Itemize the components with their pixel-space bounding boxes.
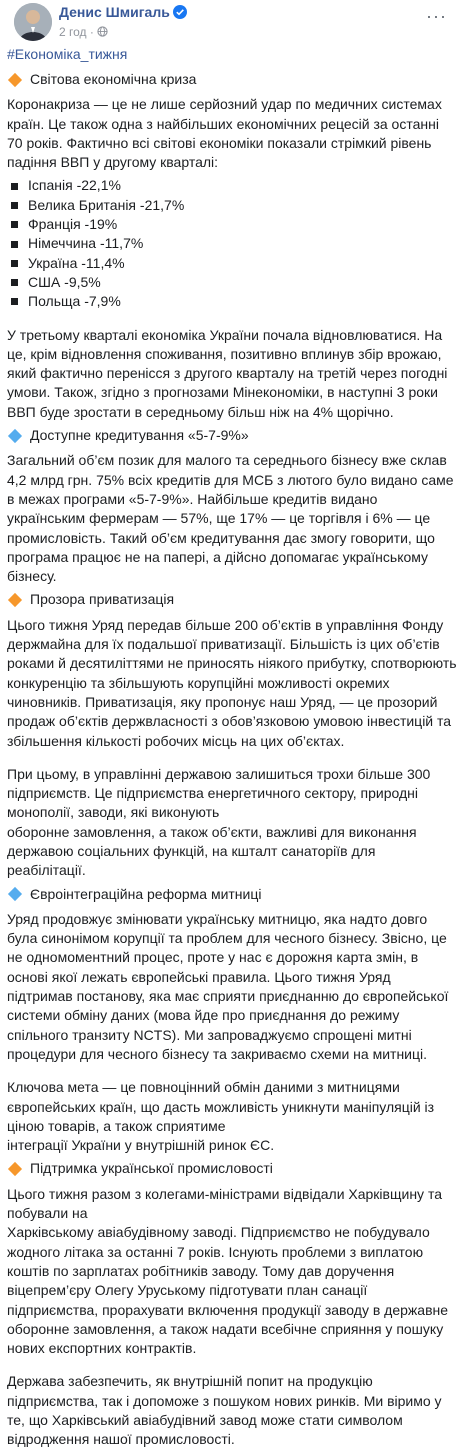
spacer	[7, 1362, 457, 1372]
paragraph: Держава забезпечить, як внутрішній попит на продукцію підприємства, так і допоможе з пошуком нових ринків. Ми віримо у те, що Харківський авіабудівний завод може стати символом відродження нашої промисловості.	[7, 1373, 442, 1448]
list-item	[7, 234, 457, 253]
paragraph: Цього тижня разом з колегами-міністрами відвідали Харківщину та побували на	[7, 1185, 442, 1222]
black-square-bullet-icon	[11, 279, 18, 286]
verified-badge-icon	[173, 5, 187, 19]
section-title-text: Підтримка української промисловості	[30, 1160, 273, 1177]
list-item	[7, 176, 457, 195]
section-title-industry	[7, 1159, 457, 1178]
section-title-privatization	[7, 590, 457, 609]
black-square-bullet-icon	[11, 298, 18, 305]
post-body	[7, 70, 457, 1450]
paragraph: Харківському авіабудівному заводі. Підприємство не побудувало жодного літака за останні 7 років. Існують проблеми з виплатою коштів по зарплатах робітників заводу. Тому дав доручення віцепрем’єру Олегу Уруському підготувати план санації підприємства, прорахувати включення продукції заводу в державне оборонне замовлення, а також надати всебічне сприяння у пошуку нових експортних контрактів.	[7, 1224, 449, 1357]
post-meta: 2 год ·	[59, 25, 108, 39]
list-item	[7, 196, 457, 215]
avatar-portrait-icon	[14, 3, 52, 41]
orange-diamond-icon	[8, 73, 22, 87]
orange-diamond-icon	[8, 593, 22, 607]
paragraph: У третьому кварталі економіка України почала відновлюватися. На це, крім відновлення споживання, позитивно вплинув збір врожаю, який фактично перенісся з другого кварталу на третій через погодні умови. Також, згідно з прогнозами Мінекономіки, в наступні 3 роки ВВП буде зростати в середньому більш ніж на 4% щорічно.	[7, 326, 448, 420]
paragraph: Уряд продовжує змінювати українську митницю, яка надто довго була синонімом корупції та проблем для чесного бізнесу. Звісно, це не одномоментний процес, проте у нас є дорожня карта змін, в основі якої лежать європейські правила. Цього тижня Уряд підтримав постанову, яка має сприяти приєднанню до європейської системи обміну даних (мова йде про приєднання до режиму спільного транзиту NCTS). Ми запроваджуємо спрощені митні процедури для чесного бізнесу та закриваємо схеми на митниці.	[7, 910, 449, 1062]
section-title-customs	[7, 885, 457, 904]
section-title-text: Прозора приватизація	[30, 591, 175, 608]
orange-diamond-icon	[8, 1162, 22, 1176]
section-title-text: Доступне кредитування «5-7-9%»	[30, 427, 249, 444]
list-item-text: Велика Британія -21,7%	[28, 196, 185, 213]
section-title-text: Євроінтеграційна реформа митниці	[30, 885, 262, 902]
list-item-text: Україна -11,4%	[28, 254, 125, 271]
paragraph: Цього тижня Уряд передав більше 200 об’єктів в управління Фонду держмайна для їх подальшої приватизації. Більшість із цих об’єтів роками й десятиліттями не приносять ніякого прибутку, спотворюють конкуренцію та збільшують корупційні можливості окремих чиновників. Приватизація, яку пропонує наш Уряд, — це прозорий продаж об’єктів держвласності з обов’язковою умовою інвестицій та збільшення кількості робочих місць на цих об’єктах.	[7, 616, 457, 749]
paragraph: Загальний об’єм позик для малого та середнього бізнесу вже склав 4,2 млрд грн. 75% всіх кредитів для МСБ з лютого було видано саме в межах програми «5-7-9%». Найбільше кредитів видано українським фермерам — 57%, ще 17% — це торгівля і 6% — це промисловість. Такий об’єм кредитування дає змогу говорити, що програма працює не на папері, а дійсно допомагає українському бізнесу.	[7, 452, 454, 585]
black-square-bullet-icon	[11, 221, 18, 228]
spacer	[7, 316, 457, 326]
hashtag-link[interactable]: #Економіка_тижня	[7, 46, 128, 62]
black-square-bullet-icon	[11, 260, 18, 267]
gdp-list	[7, 176, 457, 311]
list-item-text: Франція -19%	[28, 216, 118, 233]
globe-icon	[97, 26, 108, 37]
paragraph: При цьому, в управлінні державою залишиться трохи більше 300 підприємств. Це підприємства енергетичного сектору, природні монополії, заводи, які виконують	[7, 765, 431, 821]
list-item	[7, 254, 457, 273]
list-item	[7, 215, 457, 234]
paragraph: оборонне замовлення, а також об’єкти, важливі для виконання державою соціальних функцій, на кшталт санаторіїв для реабілітації.	[7, 823, 417, 879]
black-square-bullet-icon	[11, 202, 18, 209]
spacer	[7, 755, 457, 765]
list-item	[7, 273, 457, 292]
avatar[interactable]	[14, 3, 52, 41]
spacer	[7, 1068, 457, 1078]
black-square-bullet-icon	[11, 183, 18, 190]
post-header	[7, 0, 457, 44]
paragraph: Ключова мета — це повноцінний обмін даними з митницями європейських країн, що дасть можливість уникнути маніпуляцій із ціною товарів, а також сприятиме	[7, 1079, 435, 1134]
list-item-text: США -9,5%	[28, 273, 101, 290]
author-name-text: Денис Шмигаль	[59, 4, 170, 20]
author-name[interactable]	[59, 4, 187, 20]
more-options-icon[interactable]: ···	[426, 6, 447, 26]
list-item	[7, 292, 457, 311]
black-square-bullet-icon	[11, 241, 18, 248]
paragraph: Коронакриза — це не лише серйозний удар по медичних системах країн. Це також одна з найбільших економічних рецесій за останні 70 років. Фактично всі світові економіки показали стрімкий рівень падіння ВВП у другому кварталі:	[7, 96, 442, 171]
list-item-text: Німеччина -11,7%	[28, 235, 144, 252]
post-time[interactable]: 2 год	[59, 25, 87, 39]
list-item-text: Іспанія -22,1%	[28, 177, 121, 194]
section-title-credit	[7, 426, 457, 445]
section-title-crisis	[7, 70, 457, 89]
section-title-text: Світова економічна криза	[30, 71, 197, 87]
list-item-text: Польща -7,9%	[28, 293, 121, 310]
paragraph: інтеграції України у внутрішній ринок ЄС.	[7, 1137, 275, 1154]
blue-diamond-icon	[8, 887, 22, 901]
blue-diamond-icon	[8, 429, 22, 443]
